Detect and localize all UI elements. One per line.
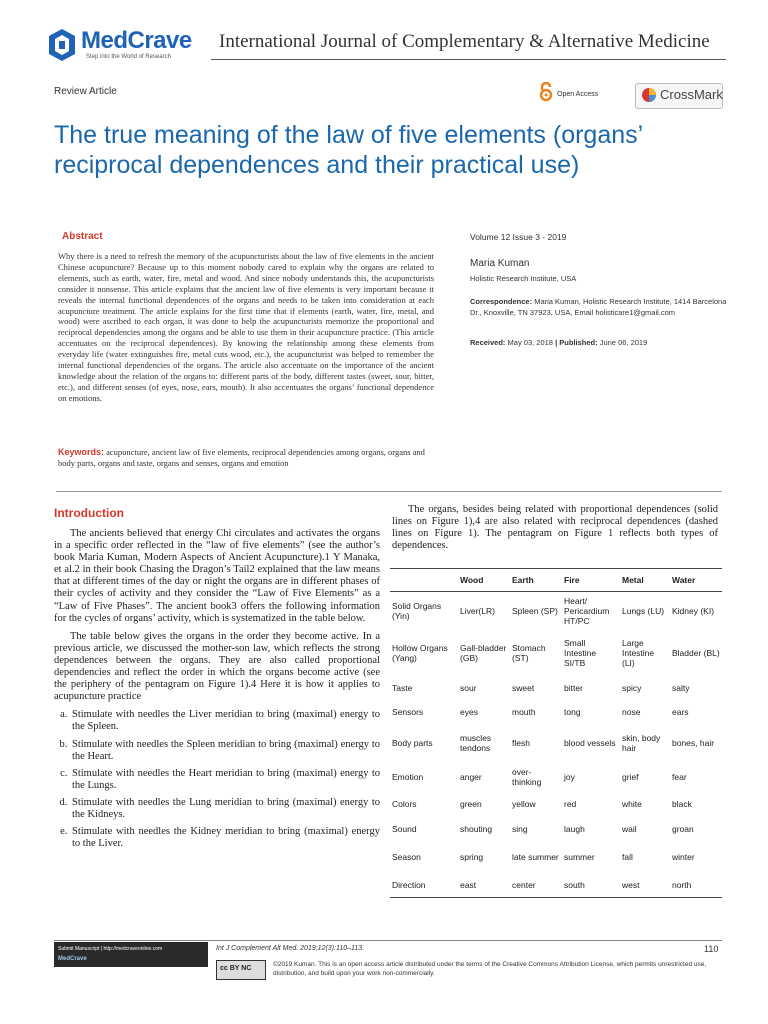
page-number: 110 [704, 944, 719, 954]
table-cell: west [620, 873, 670, 898]
journal-title: International Journal of Complementary & Alternative Medicine [219, 31, 710, 52]
table-cell: blood vessels [564, 737, 616, 748]
table-cell: Bladder (BL) [672, 647, 720, 658]
table-cell: skin, body hair [622, 732, 661, 753]
cc-license-icon: cc BY NC [220, 965, 252, 972]
table-cell: bones, hair [672, 737, 715, 748]
table-row [390, 700, 722, 724]
crossmark-label: CrossMark [660, 87, 723, 102]
table-cell: Spleen (SP) [512, 605, 558, 616]
table-cell: sweet [512, 682, 535, 693]
intro-paragraph-1: The ancients believed that energy Chi circulates and activates the organs in a specific order reflected in the “law of five elements” (see the author’s book Maria Kuman, Modern Aspects of Ancient Acupuncture).1 Y Manaka, et al.2 in their book Chasing the Dragon’s Tail2 explained that the law means that at different times of the day or night the organs are in different phases of their cycles of activity and they consider the “Law of Five Elements” as a “Law of Five Phases”. The ancient book3 offers the following information for the cycles of organs’ activity, which is systematized in the table below. [54, 528, 380, 624]
author-name: Maria Kuman [470, 258, 530, 269]
table-header [390, 569, 458, 592]
open-access-label[interactable]: Open Access [557, 91, 599, 98]
submit-manuscript-link[interactable]: Submit Manuscript | http://medcraveonline.com [58, 946, 163, 952]
table-cell: bitter [564, 682, 583, 693]
table-header: Fire [562, 569, 620, 592]
table-cell: Taste [392, 682, 413, 693]
dates: Received: May 03, 2018 | Published: June 06, 2019 [470, 338, 648, 347]
footer-brand: MedCrave [58, 956, 87, 962]
table-cell: anger [460, 771, 482, 782]
brand-tagline: Step into the World of Research [86, 54, 171, 60]
table-row [390, 676, 722, 700]
list-item: d. Stimulate with needles the Lung meridian to bring (maximal) energy to the Kidneys. [70, 797, 380, 821]
published-label: Published: [559, 338, 598, 347]
table-cell: flesh [512, 737, 530, 748]
table-cell: east [458, 873, 510, 898]
table-row [390, 873, 722, 898]
table-cell: red [564, 799, 577, 809]
table-cell: Sensors [392, 706, 424, 717]
table-cell: muscles tendons [460, 732, 492, 753]
table-cell: Sound [392, 824, 417, 834]
table-cell: sour [460, 682, 477, 693]
table-row [390, 792, 722, 817]
table-cell: Small Intestine SI/TB [564, 637, 597, 668]
intro-right-paragraph: The organs, besides being related with proportional dependences (solid lines on Figure 1),4 are also related with reciprocal dependences (dashed lines on Figure 1). The pentagram on Figure 1 reflects both types of dependences. [392, 504, 718, 551]
acupuncture-steps-list [54, 709, 380, 850]
received-label: Received: [470, 338, 506, 347]
table-cell: fall [622, 852, 633, 862]
table-cell: Direction [390, 873, 458, 898]
table-cell: nose [622, 706, 641, 717]
table-cell: black [672, 799, 692, 809]
table-header: Metal [620, 569, 670, 592]
table-cell: north [670, 873, 722, 898]
table-cell: yellow [512, 799, 536, 809]
table-cell: Kidney (KI) [672, 605, 715, 616]
table-cell: Season [392, 852, 421, 862]
keywords-text: acupuncture, ancient law of five elements, reciprocal dependencies among organs, organs and body parts, organs and taste, organs and senses, organs and emotion [58, 447, 425, 468]
abstract-text: Why there is a need to refresh the memory of the acupuncturists about the law of five elements in the ancient Chinese acupuncture? Because up to this moment nobody cared to explain why the organs are related to elements, such as earth, water, fire, metal and wood. And since nobody understands this, the acupuncturists consider it nonsense. This article explains that the ancient law of five elements is very important because it reveals the internal functional dependences of the organs and needs to be taken into consideration at each acupuncture treatment. The article explains for the first time that if elements (earth, water, fire, metal, and wood) were ascribed to each organ, it was done to help the acupuncturists memorize the proportional and reciprocal dependencies among the organs and be able to use them in their acupuncture practice. (This article accentuates on the reciprocal dependences). By knowing the relationship among these elements from everyday life (water extinguishes fire, metal cuts wood, etc.), the acupuncturist was helped to remember the internal functional dependencies of the organs. The article also accentuate on the importance of the ancient knowledge about the relation of the organs to: different parts of the body, different tastes (sweet, sour, bitter, etc.), and different senses (of eyes, nose, ears, mouth). It also accentuates the organs’ functional dependence on emotions. [58, 251, 434, 403]
table-row [390, 762, 722, 792]
correspondence-text: Maria Kuman, Holistic Research Institute, 1414 Barcelona Dr., Knoxville, TN 37923, USA, Email holisticare1@gmail.com [470, 297, 727, 317]
five-elements-table [390, 568, 722, 898]
keywords-label: Keywords: [58, 447, 105, 457]
table-header-row [390, 569, 722, 592]
table-cell: white [622, 799, 642, 809]
table-cell: mouth [512, 706, 536, 717]
header-divider [211, 59, 726, 60]
table-cell: sing [512, 824, 528, 834]
table-cell: Gall-bladder (GB) [460, 642, 507, 663]
author-institute: Holistic Research Institute, USA [470, 274, 577, 283]
table-cell: grief [622, 771, 639, 782]
table-cell: spring [460, 852, 484, 862]
published-date: June 06, 2019 [599, 338, 648, 347]
intro-paragraph-2: The table below gives the organs in the order they become active. In a previous article, we discussed the mother-son law, which reflects the strong dependences between the organs. They are also called proportional dependencies and reflect the order in which the organs become active (see the periphery of the pentagram on Figure 1).4 Here it is how it applies to acupuncture practice [54, 630, 380, 703]
article-title: The true meaning of the law of five elements (organs’ reciprocal dependences and their practical use) [54, 121, 643, 179]
correspondence [470, 296, 732, 318]
volume-issue: Volume 12 Issue 3 - 2019 [470, 232, 567, 242]
table-row [390, 630, 722, 676]
table-cell: Liver(LR) [460, 605, 495, 616]
table-header: Earth [510, 569, 562, 592]
brand-name: MedCrave [81, 27, 192, 54]
list-item: a. Stimulate with needles the Liver meridian to bring (maximal) energy to the Spleen. [70, 709, 380, 733]
table-cell: green [460, 799, 482, 809]
table-header: Water [670, 569, 722, 592]
table-cell: Large Intestine (LI) [622, 637, 655, 668]
table-cell: ears [672, 706, 689, 717]
table-cell: Colors [392, 799, 417, 809]
table-cell: tong [564, 706, 581, 717]
table-cell: wail [622, 824, 637, 834]
list-item: e. Stimulate with needles the Kidney meridian to bring (maximal) energy to the Liver. [70, 826, 380, 850]
footer-divider [54, 940, 722, 941]
table-cell: fear [672, 771, 687, 782]
article-type: Review Article [54, 86, 117, 97]
table-cell: shouting [460, 824, 493, 834]
table-row [390, 592, 722, 630]
correspondence-label: Correspondence: [470, 297, 533, 306]
table-header: Wood [458, 569, 510, 592]
list-item: b. Stimulate with needles the Spleen meridian to bring (maximal) energy to the Heart. [70, 739, 380, 763]
section-divider [56, 491, 722, 492]
table-cell: spicy [622, 682, 642, 693]
table-row [390, 817, 722, 842]
table-cell: center [510, 873, 562, 898]
table-row [390, 842, 722, 873]
table-cell: laugh [564, 824, 585, 834]
table-cell: Stomach (ST) [512, 642, 546, 663]
table-cell: late summer [512, 852, 559, 862]
crossmark-icon [641, 87, 657, 103]
received-date: May 03, 2018 [507, 338, 553, 347]
table-cell: Lungs (LU) [622, 605, 665, 616]
introduction-heading: Introduction [54, 506, 124, 520]
table-cell: groan [672, 824, 694, 834]
table-cell: Body parts [392, 737, 433, 748]
introduction-left-column [54, 528, 380, 855]
table-cell: winter [672, 852, 695, 862]
open-access-icon [539, 82, 553, 102]
keywords [58, 447, 436, 469]
table-cell: over-thinking [512, 766, 542, 787]
citation: Int J Complement Alt Med. 2019;12(3):110‒113. [216, 945, 365, 952]
medcrave-logo-icon [45, 27, 79, 63]
table-row [390, 724, 722, 762]
table-cell: south [562, 873, 620, 898]
license-text: ©2019 Kuman. This is an open access article distributed under the terms of the Creative Commons Attribution License, which permits unrestricted use, distribution, and build upon your work non-commercially. [273, 961, 707, 977]
table-cell: Hollow Organs (Yang) [392, 642, 448, 663]
table-cell: Solid Organs (Yin) [392, 600, 442, 621]
abstract-heading: Abstract [62, 231, 103, 242]
table-cell: Heart/ Pericardium HT/PC [564, 595, 610, 626]
table-cell: joy [564, 771, 575, 782]
table-cell: Emotion [392, 771, 424, 782]
list-item: c. Stimulate with needles the Heart meridian to bring (maximal) energy to the Lungs. [70, 768, 380, 792]
table-cell: salty [672, 682, 690, 693]
table-cell: eyes [460, 706, 478, 717]
table-cell: summer [564, 852, 595, 862]
